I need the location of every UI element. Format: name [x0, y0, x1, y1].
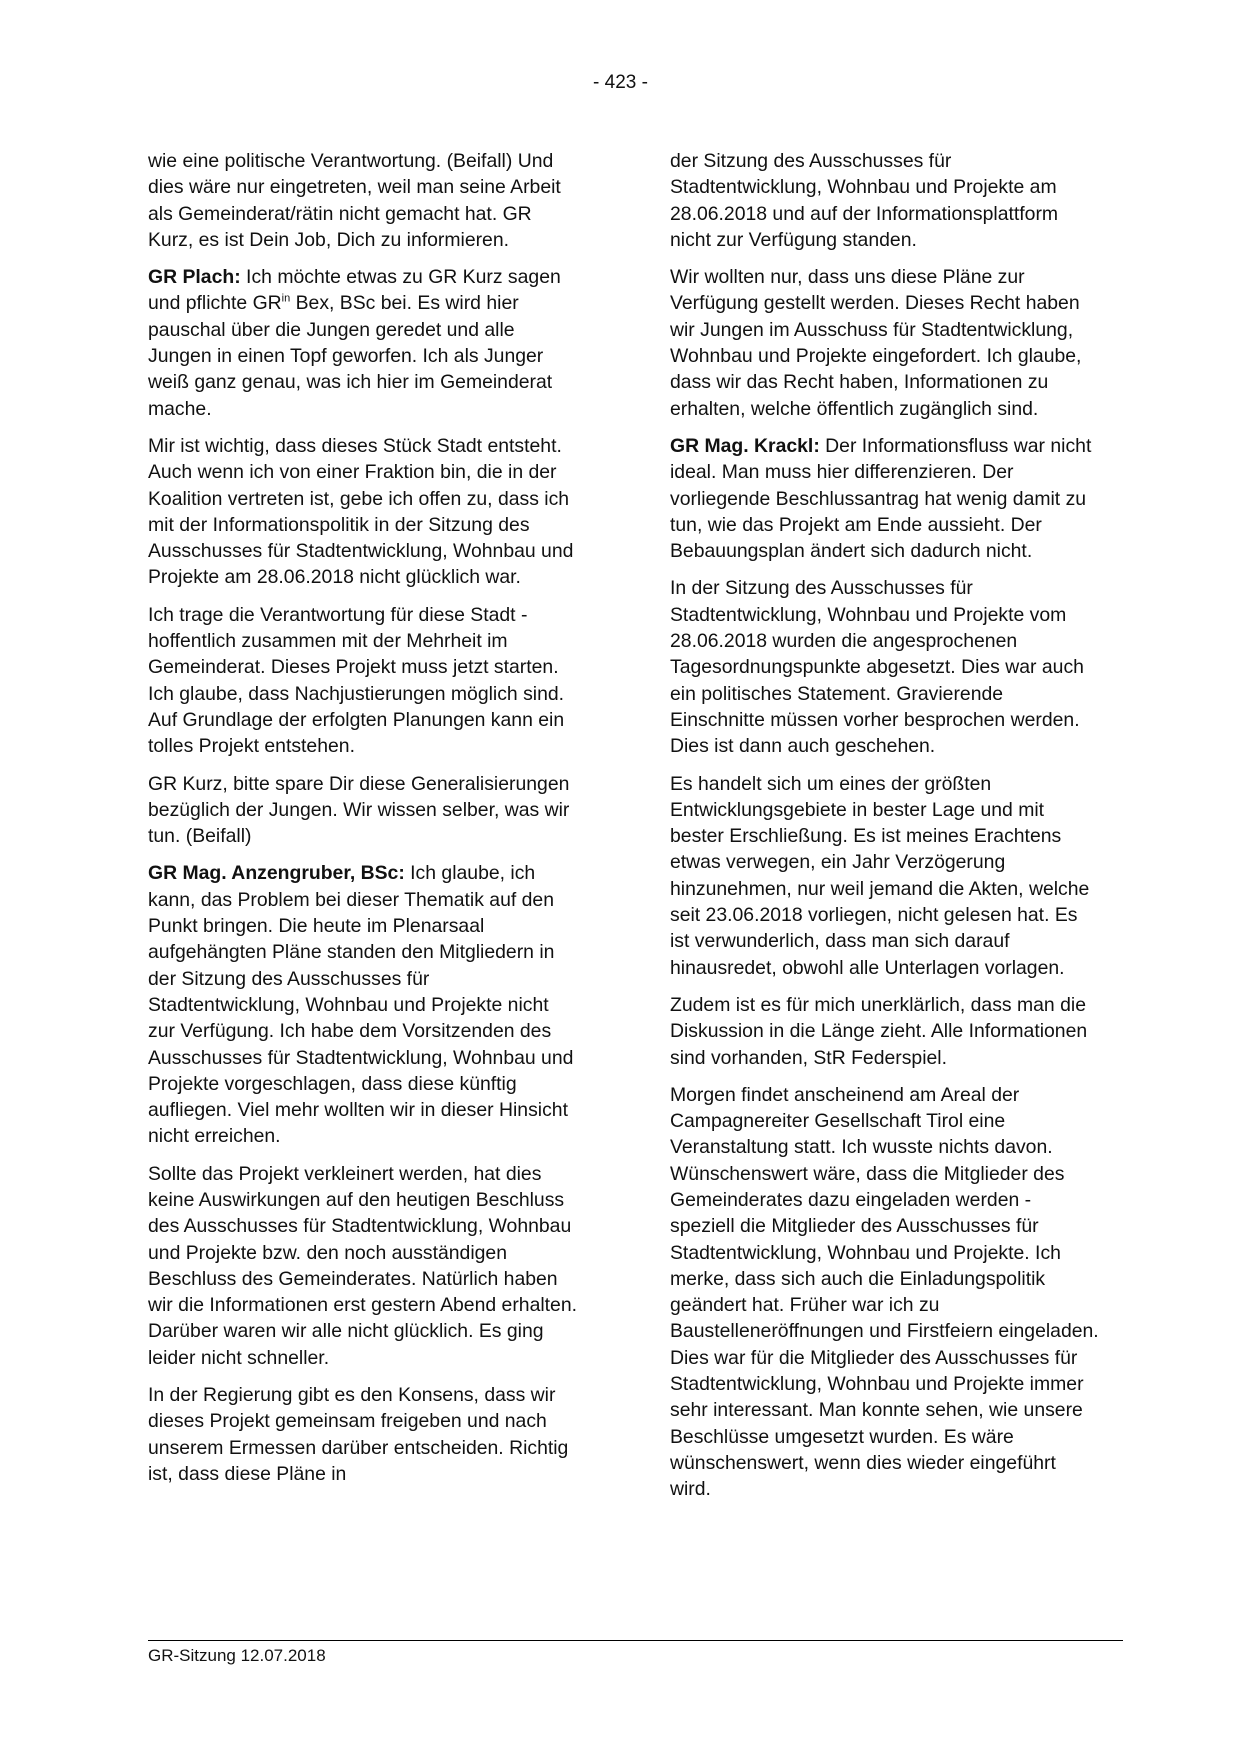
footer-divider	[148, 1640, 1123, 1641]
paragraph: Wir wollten nur, dass uns diese Pläne zur Verfügung gestellt werden. Dieses Recht haben wir Jungen im Ausschuss für Stadtentwicklung, Wohnbau und Projekte eingefordert. Ich glaube, dass wir das Recht haben, Informationen zu erhalten, welche öffentlich zugänglich sind.	[670, 266, 1082, 420]
left-column	[148, 148, 578, 1487]
speech-krackl	[670, 433, 1100, 564]
superscript: in	[281, 293, 291, 306]
speech-text: Der Informationsfluss war nicht ideal. Man muss hier differenzieren. Der vorliegende Beschlussantrag hat wenig damit zu tun, wie das Projekt am Ende aussieht. Der Bebauungsplan ändert sich dadurch nicht.	[670, 434, 1092, 563]
paragraph: GR Kurz, bitte spare Dir diese Generalisierungen bezüglich der Jungen. Wir wissen selber, was wir tun. (Beifall)	[148, 772, 570, 848]
speech-text: Bex, BSc bei. Es wird hier pauschal über die Jungen geredet und alle Jungen in einen Topf geworfen. Ich als Junger weiß ganz genau, was ich hier im Gemeinderat mache.	[148, 292, 553, 420]
speaker-name: GR Mag. Krackl:	[670, 434, 820, 457]
paragraph: der Sitzung des Ausschusses für Stadtentwicklung, Wohnbau und Projekte am 28.06.2018 und auf der Informationsplattform nicht zur Verfügung standen.	[670, 150, 1059, 251]
page-number: - 423 -	[593, 72, 648, 93]
paragraph: Zudem ist es für mich unerklärlich, dass man die Diskussion in die Länge zieht. Alle Informationen sind vorhanden, StR Federspiel.	[670, 993, 1088, 1069]
speech-text: Ich glaube, ich kann, das Problem bei dieser Thematik auf den Punkt bringen. Die heute im Plenarsaal aufgehängten Pläne standen den Mitgliedern in der Sitzung des Ausschusses für Stadtentwicklung, Wohnbau und Projekte nicht zur Verfügung. Ich habe dem Vorsitzenden des Ausschusses für Stadtentwicklung, Wohnbau und Projekte vorgeschlagen, dass diese künftig aufliegen. Viel mehr wollten wir in dieser Hinsicht nicht erreichen.	[148, 862, 574, 1148]
paragraph: Mir ist wichtig, dass dieses Stück Stadt entsteht. Auch wenn ich von einer Fraktion bin, die in der Koalition vertreten ist, gebe ich offen zu, dass ich mit der Informationspolitik in der Sitzung des Ausschusses für Stadtentwicklung, Wohnbau und Projekte am 28.06.2018 nicht glücklich war.	[148, 434, 574, 589]
paragraph: Es handelt sich um eines der größten Entwicklungsgebiete in bester Lage und mit bester Erschließung. Es ist meines Erachtens etwas verwegen, ein Jahr Verzögerung hinzunehmen, nur weil jemand die Akten, welche seit 23.06.2018 vorliegen, nicht gelesen hat. Es ist verwunderlich, dass man sich darauf hinausredet, obwohl alle Unterlagen vorlagen.	[670, 772, 1090, 979]
speech-text: Ich möchte etwas zu GR Kurz sagen und pflichte GR	[148, 266, 561, 315]
right-column	[670, 148, 1100, 1503]
paragraph: In der Regierung gibt es den Konsens, dass wir dieses Projekt gemeinsam freigeben und nach unserem Ermessen darüber entscheiden. Richtig ist, dass diese Pläne in	[148, 1384, 569, 1485]
paragraph: Ich trage die Verantwortung für diese Stadt - hoffentlich zusammen mit der Mehrheit im Gemeinderat. Dieses Projekt muss jetzt starten. Ich glaube, dass Nachjustierungen möglich sind. Auf Grundlage der erfolgten Planungen kann ein tolles Projekt entstehen.	[148, 603, 565, 758]
paragraph: wie eine politische Verantwortung. (Beifall) Und dies wäre nur eingetreten, weil man seine Arbeit als Gemeinderat/rätin nicht gemacht hat. GR Kurz, es ist Dein Job, Dich zu informieren.	[148, 150, 561, 251]
paragraph: Morgen findet anscheinend am Areal der Campagnereiter Gesellschaft Tirol eine Veranstaltung statt. Ich wusste nichts davon. Wünschenswert wäre, dass die Mitglieder des Gemeinderates dazu eingeladen werden - speziell die Mitglieder des Ausschusses für Stadtentwicklung, Wohnbau und Projekte. Ich merke, dass sich auch die Einladungspolitik geändert hat. Früher war ich zu Baustelleneröffnungen und Firstfeiern eingeladen. Dies war für die Mitglieder des Ausschusses für Stadtentwicklung, Wohnbau und Projekte immer sehr interessant. Man konnte sehen, wie unsere Beschlüsse umgesetzt wurden. Es wäre wünschenswert, wenn dies wieder eingeführt wird.	[670, 1083, 1099, 1501]
footer-text: GR-Sitzung 12.07.2018	[148, 1646, 326, 1665]
speech-plach	[148, 264, 578, 422]
paragraph: In der Sitzung des Ausschusses für Stadtentwicklung, Wohnbau und Projekte vom 28.06.2018 wurden die angesprochenen Tagesordnungspunkte abgesetzt. Dies war auch ein politisches Statement. Gravierende Einschnitte müssen vorher besprochen werden. Dies ist dann auch geschehen.	[670, 577, 1084, 758]
speech-anzengruber	[148, 860, 578, 1149]
paragraph: Sollte das Projekt verkleinert werden, hat dies keine Auswirkungen auf den heutigen Beschluss des Ausschusses für Stadtentwicklung, Wohnbau und Projekte bzw. den noch ausständigen Beschluss des Gemeinderates. Natürlich haben wir die Informationen erst gestern Abend erhalten. Darüber waren wir alle nicht glücklich. Es ging leider nicht schneller.	[148, 1162, 577, 1369]
speaker-name: GR Plach:	[148, 266, 241, 289]
speaker-name: GR Mag. Anzengruber, BSc:	[148, 862, 405, 885]
